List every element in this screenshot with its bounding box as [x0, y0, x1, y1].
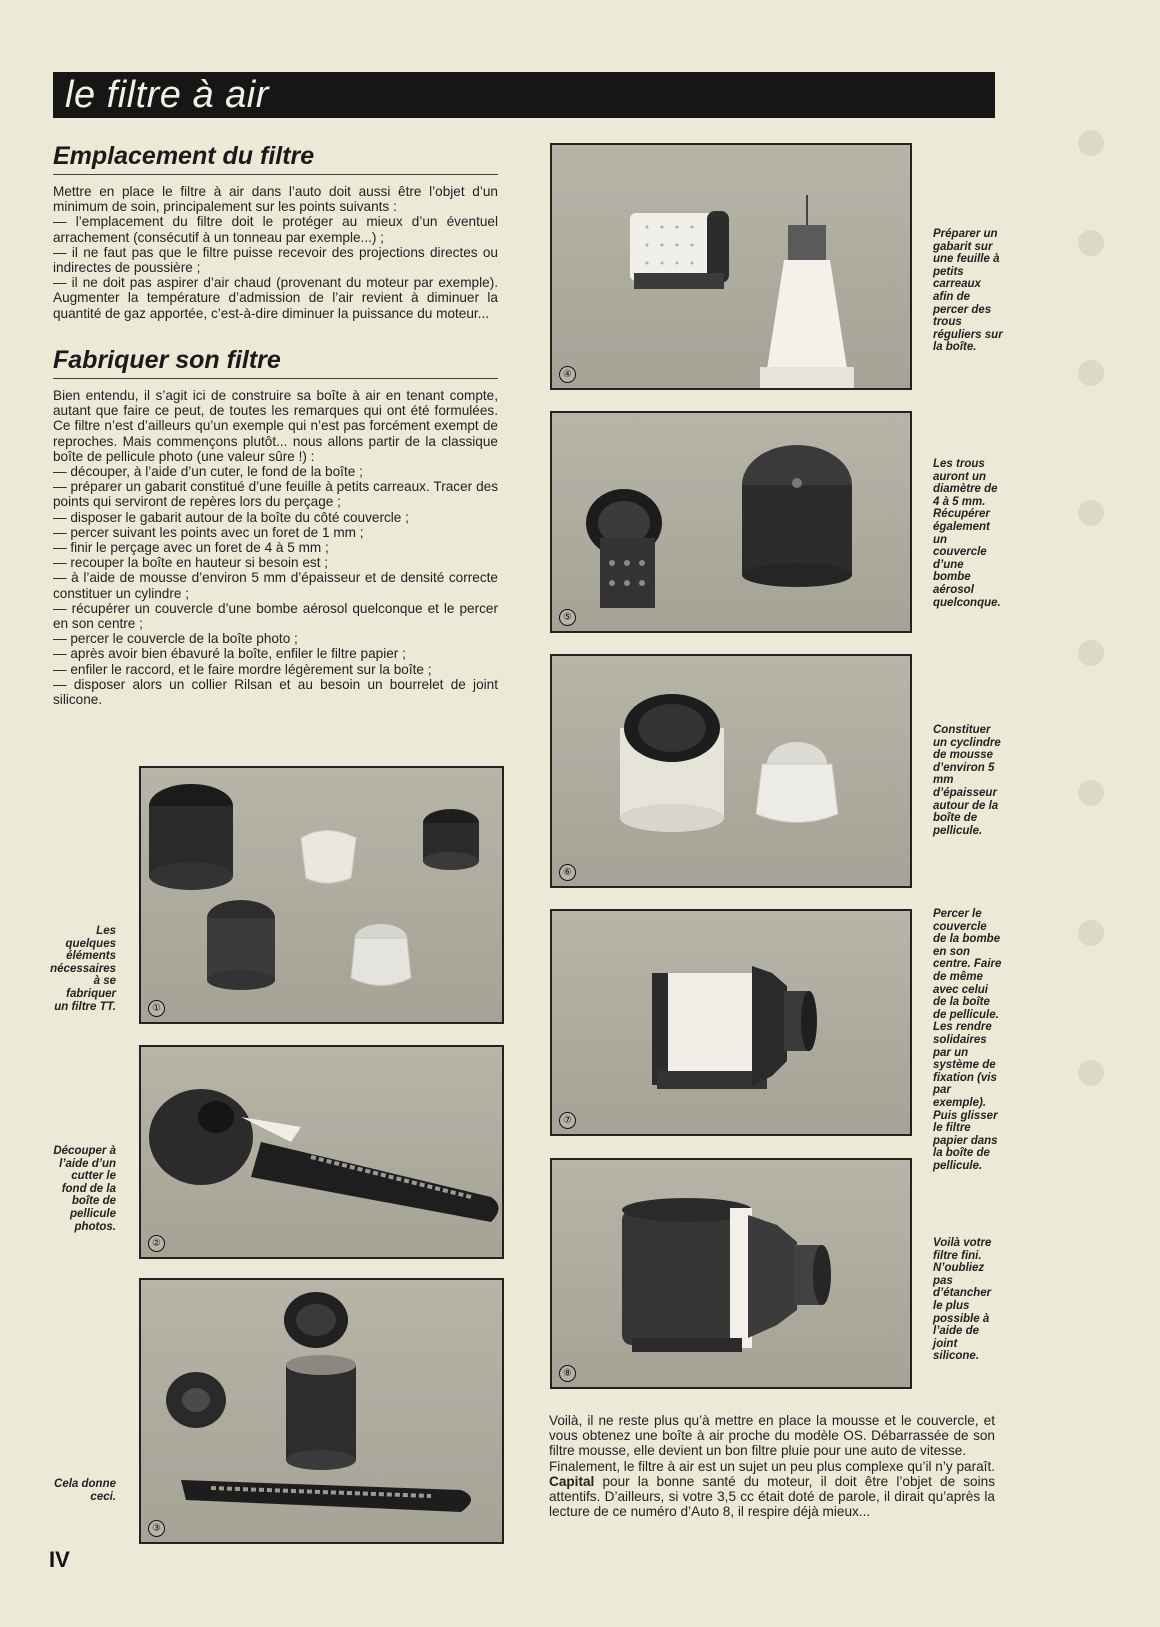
figure-caption: Constituer un cyclindre de mousse d’environ 5 mm d’épaisseur autour de la boîte de pellicule.	[933, 724, 1001, 837]
list-item: — percer le couvercle de la boîte photo ;	[53, 631, 298, 647]
photo-finished-filter-illustration	[552, 1160, 910, 1387]
figure-caption: Les trous auront un diamètre de 4 à 5 mm. Récupérer également un couvercle d’une bombe aérosol quelconque.	[933, 458, 1001, 609]
article-title-bar	[53, 72, 995, 118]
emphasis: Capital	[549, 1473, 595, 1489]
paragraph: — l’emplacement du filtre doit le protéger au mieux d’un éventuel arrachement (consécutif à un tonneau par exemple...) ;	[53, 214, 498, 245]
photo-foam-cylinder-illustration	[552, 656, 910, 886]
figure-number-badge: ⑥	[559, 864, 576, 881]
photo-drilled-box-illustration	[552, 413, 910, 631]
list-item: — préparer un gabarit constitué d’une feuille à petits carreaux. Tracer des points qui serviront de repères lors du perçage ;	[53, 479, 498, 510]
section-heading-fabriquer: Fabriquer son filtre	[53, 346, 498, 379]
paragraph: Finalement, le filtre à air est un sujet un peu plus complexe qu’il n’y paraît. Capital pour la bonne santé du moteur, il doit être l’objet de soins attentifs. D’ailleurs, si votre 3,5 cc était doté de parole, il dirait qu’après la lecture de ce numéro d’Auto 8, il respire déjà mieux...	[549, 1458, 995, 1520]
photo-figure-5	[550, 411, 912, 633]
figure-caption: Cela donne ceci.	[54, 1478, 116, 1503]
photo-figure-2	[139, 1045, 504, 1259]
photo-figure-8	[550, 1158, 912, 1389]
section-body-emplacement	[53, 184, 498, 321]
paragraph: — il ne faut pas que le filtre puisse recevoir des projections directes ou indirectes de poussière ;	[53, 244, 498, 276]
section-body-fabriquer	[53, 388, 498, 707]
figure-caption: Percer le couvercle de la bombe en son centre. Faire de même avec celui de la boîte de pellicule. Les rendre solidaires par un système de fixation (vis par exemple). Puis glisser le filtre papier dans la boîte de pellicule.	[933, 908, 1002, 1172]
conclusion-text	[549, 1413, 995, 1519]
photo-parts-illustration	[141, 768, 502, 1022]
list-item: — après avoir bien ébavuré la boîte, enfiler le filtre papier ;	[53, 646, 406, 662]
photo-cutter-illustration	[141, 1047, 502, 1257]
photo-figure-6	[550, 654, 912, 888]
photo-figure-7	[550, 909, 912, 1136]
figure-number-badge: ④	[559, 366, 576, 383]
list-item: — finir le perçage avec un foret de 4 à 5 mm ;	[53, 540, 329, 556]
page-number: IV	[49, 1547, 70, 1572]
photo-assembly-illustration	[552, 911, 910, 1134]
paragraph: — il ne doit pas aspirer d’air chaud (provenant du moteur par exemple). Augmenter la température d’admission de l’air revient à diminuer la quantité de gaz apportée, c’est-à-dire diminuer la puissance du moteur...	[53, 275, 498, 321]
article-title: le filtre à air	[65, 74, 269, 116]
paragraph: Voilà, il ne reste plus qu’à mettre en place la mousse et le couvercle, et vous obtenez une boîte à air proche du modèle OS. Débarrassée de son filtre mousse, elle devient un bon filtre pluie pour une auto de vitesse.	[549, 1413, 995, 1459]
photo-figure-4	[550, 143, 912, 390]
list-item: — enfiler le raccord, et le faire mordre légèrement sur la boîte ;	[53, 661, 432, 677]
figure-number-badge: ⑧	[559, 1365, 576, 1382]
figure-caption: Voilà votre filtre fini. N’oubliez pas d’étancher le plus possible à l’aide de joint silicone.	[933, 1237, 992, 1363]
margin-decoration	[1070, 120, 1110, 1120]
figure-caption: Découper à l’aide d’un cutter le fond de la boîte de pellicule photos.	[53, 1145, 116, 1233]
list-item: — récupérer un couvercle d’une bombe aérosol quelconque et le percer en son centre ;	[53, 600, 498, 632]
list-item: — découper, à l’aide d’un cuter, le fond de la boîte ;	[53, 464, 363, 480]
list-item: — disposer alors un collier Rilsan et au besoin un bourrelet de joint silicone.	[53, 676, 498, 708]
figure-number-badge: ②	[148, 1235, 165, 1252]
list-item: — percer suivant les points avec un foret de 1 mm ;	[53, 524, 364, 540]
figure-number-badge: ⑤	[559, 609, 576, 626]
paragraph: Bien entendu, il s’agit ici de construire sa boîte à air en tenant compte, autant que faire ce peut, de toutes les remarques qui ont été formulées. Ce filtre n’est d’ailleurs qu’un exemple qui n’est pas forcément exempt de reproches. Mais commençons plutôt... nous allons partir de la classique boîte de pellicule photo (une valeur sûre !) :	[53, 388, 498, 464]
figure-number-badge: ⑦	[559, 1112, 576, 1129]
figure-caption: Préparer un gabarit sur une feuille à petits carreaux afin de percer des trous réguliers sur la boîte.	[933, 228, 1003, 354]
list-item: — à l’aide de mousse d’environ 5 mm d’épaisseur et de densité correcte constituer un cylindre ;	[53, 570, 498, 601]
photo-figure-3	[139, 1278, 504, 1544]
figure-number-badge: ③	[148, 1520, 165, 1537]
figure-number-badge: ①	[148, 1000, 165, 1017]
photo-drill-illustration	[552, 145, 910, 388]
figure-caption: Les quelques éléments nécessaires à se fabriquer un filtre TT.	[50, 925, 116, 1013]
paragraph: Mettre en place le filtre à air dans l’auto doit aussi être l’objet d’un minimum de soin, principalement sur les points suivants :	[53, 184, 498, 215]
list-item: — disposer le gabarit autour de la boîte du côté couvercle ;	[53, 509, 409, 525]
photo-cut-box-illustration	[141, 1280, 502, 1542]
photo-figure-1	[139, 766, 504, 1024]
section-heading-emplacement: Emplacement du filtre	[53, 142, 498, 175]
list-item: — recouper la boîte en hauteur si besoin est ;	[53, 555, 329, 571]
